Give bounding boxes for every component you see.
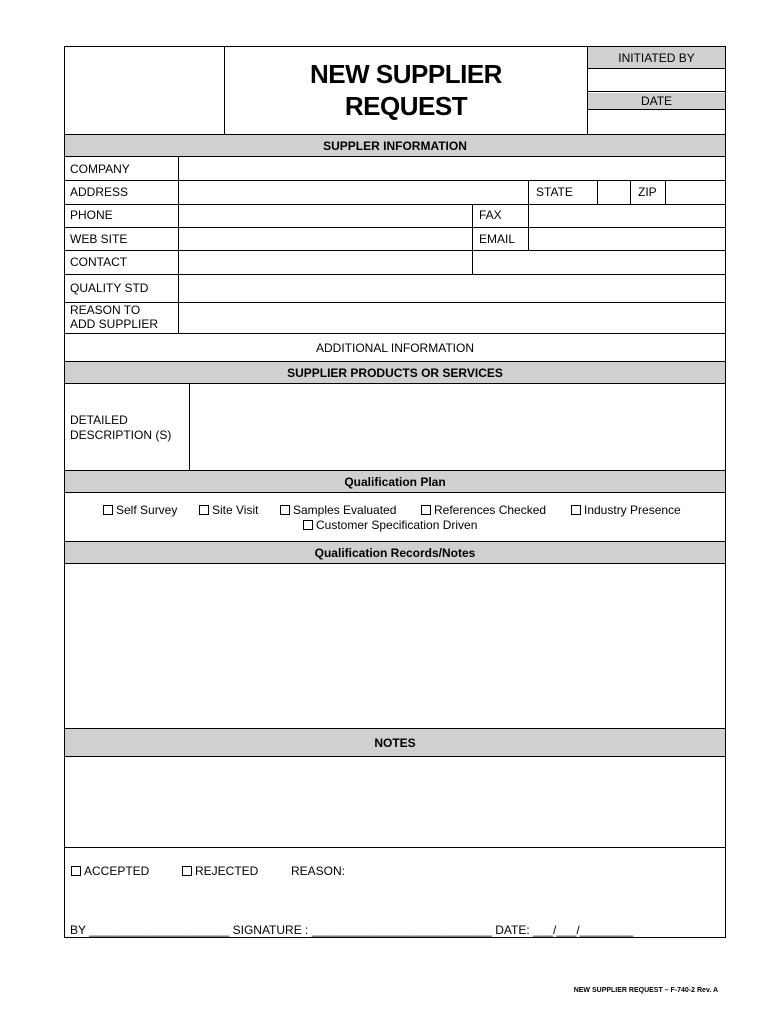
contact-label: CONTACT bbox=[70, 255, 128, 269]
notes-bottom-rule bbox=[65, 847, 725, 848]
description-field[interactable] bbox=[190, 385, 725, 470]
date-field[interactable] bbox=[588, 111, 725, 134]
initiated-by-label: INITIATED BY bbox=[588, 47, 725, 69]
description-label-line-2: DESCRIPTION (S) bbox=[70, 428, 172, 442]
page-title-line-1: NEW SUPPLIER bbox=[310, 59, 502, 89]
date-label: DATE bbox=[588, 93, 725, 110]
phone-label: PHONE bbox=[70, 208, 113, 222]
description-label-line-1: DETAILED bbox=[70, 413, 128, 427]
products-heading: SUPPLIER PRODUCTS OR SERVICES bbox=[65, 361, 725, 384]
reason-label bbox=[70, 303, 158, 331]
reason-decision-label: REASON: bbox=[291, 864, 346, 878]
fax-field[interactable] bbox=[529, 205, 725, 227]
phone-field[interactable] bbox=[179, 205, 472, 227]
page-title-line-2: REQUEST bbox=[344, 91, 468, 121]
address-label: ADDRESS bbox=[70, 185, 129, 199]
logo-area bbox=[65, 47, 224, 134]
state-label: STATE bbox=[536, 185, 573, 199]
qualification-heading: Qualification Plan bbox=[65, 470, 725, 493]
quality-std-label: QUALITY STD bbox=[70, 281, 149, 295]
option-label: References Checked bbox=[434, 503, 547, 517]
checkbox-icon bbox=[71, 866, 81, 876]
zip-field[interactable] bbox=[666, 181, 725, 204]
row-rule bbox=[65, 333, 725, 334]
checkbox-icon bbox=[182, 866, 192, 876]
reason-field[interactable] bbox=[179, 303, 725, 333]
signature-line[interactable]: BY _____________________ SIGNATURE : ___________________________ DATE: ___/___/________ bbox=[70, 923, 634, 937]
col-rule bbox=[630, 180, 631, 204]
zip-label: ZIP bbox=[638, 185, 657, 199]
option-label: Industry Presence bbox=[584, 503, 681, 517]
supplier-info-heading: SUPPLER INFORMATION bbox=[65, 134, 725, 157]
notes-heading: NOTES bbox=[65, 728, 725, 757]
additional-info-label: ADDITIONAL INFORMATION bbox=[315, 341, 474, 355]
option-site-visit[interactable] bbox=[199, 503, 258, 517]
quality-std-field[interactable] bbox=[179, 275, 725, 302]
option-label: Self Survey bbox=[116, 503, 178, 517]
option-label: Samples Evaluated bbox=[293, 503, 397, 517]
col-rule bbox=[472, 204, 473, 274]
initiated-by-field[interactable] bbox=[588, 70, 725, 92]
email-label: EMAIL bbox=[479, 232, 516, 246]
records-field[interactable] bbox=[65, 565, 725, 728]
records-heading: Qualification Records/Notes bbox=[65, 541, 725, 564]
checkbox-icon bbox=[280, 505, 290, 515]
state-field[interactable] bbox=[598, 181, 630, 204]
notes-field[interactable] bbox=[65, 758, 725, 847]
checkbox-icon bbox=[199, 505, 209, 515]
email-field[interactable] bbox=[529, 228, 725, 250]
option-label: Customer Specification Driven bbox=[316, 518, 478, 532]
company-field[interactable] bbox=[179, 158, 725, 180]
option-label: Site Visit bbox=[212, 503, 259, 517]
form-id-footer: NEW SUPPLIER REQUEST – F-740-2 Rev. A bbox=[573, 987, 718, 994]
checkbox-icon bbox=[303, 520, 313, 530]
option-samples-evaluated[interactable] bbox=[280, 503, 396, 517]
option-self-survey[interactable] bbox=[103, 503, 177, 517]
accepted-option[interactable] bbox=[71, 864, 149, 878]
reason-label-line-2: ADD SUPPLIER bbox=[70, 317, 159, 331]
rejected-option[interactable] bbox=[182, 864, 258, 878]
checkbox-icon bbox=[103, 505, 113, 515]
company-label: COMPANY bbox=[70, 162, 130, 176]
option-customer-specification[interactable] bbox=[303, 518, 477, 532]
reason-decision-field[interactable] bbox=[355, 860, 720, 880]
checkbox-icon bbox=[421, 505, 431, 515]
option-industry-presence[interactable] bbox=[571, 503, 681, 517]
contact-field[interactable] bbox=[179, 251, 472, 274]
reason-label-line-1: REASON TO bbox=[70, 303, 141, 317]
description-label bbox=[70, 413, 171, 443]
rejected-label: REJECTED bbox=[195, 864, 259, 878]
accepted-label: ACCEPTED bbox=[84, 864, 150, 878]
fax-label: FAX bbox=[479, 208, 502, 222]
address-field[interactable] bbox=[179, 181, 528, 204]
website-field[interactable] bbox=[179, 228, 472, 250]
option-references-checked[interactable] bbox=[421, 503, 546, 517]
website-label: WEB SITE bbox=[70, 232, 128, 246]
page-title bbox=[225, 58, 587, 122]
checkbox-icon bbox=[571, 505, 581, 515]
